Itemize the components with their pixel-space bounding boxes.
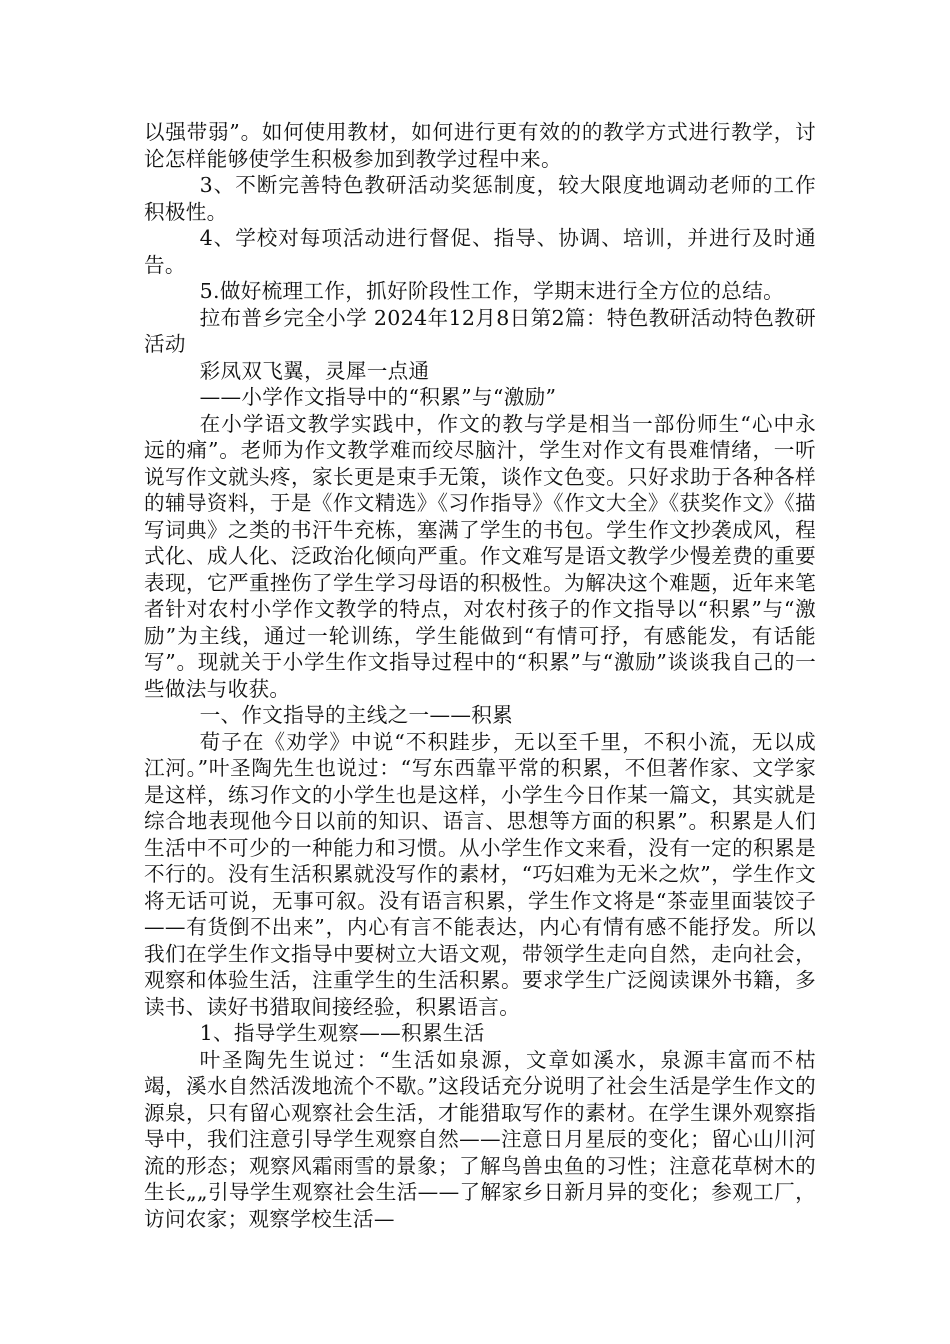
document-body xyxy=(144,119,816,1232)
paragraph-observation: 叶圣陶先生说过：“生活如泉源，文章如溪水，泉源丰富而不枯竭，溪水自然活泼地流个不歇。”这段话充分说明了社会生活是学生作文的源泉，只有留心观察社会生活，才能猎取写作的素材。在学生课外观察指导中，我们注意引导学生观察自然——注意日月星辰的变化；留心山川河流的形态；观察风霜雨雪的景象；了解鸟兽虫鱼的习性；注意花草树木的生长„„引导学生观察社会生活——了解家乡日新月异的变化；参观工厂，访问农家；观察学校生活— xyxy=(144,1047,816,1231)
paragraph-intro: 在小学语文教学实践中，作文的教与学是相当一部份师生“心中永远的痛”。老师为作文教学难而绞尽脑汁，学生对作文有畏难情绪，一听说写作文就头疼，家长更是束手无策，谈作文色变。只好求助于各种各样的辅导资料，于是《作文精选》《习作指导》《作文大全》《获奖作文》《描写词典》之类的书汗牛充栋，塞满了学生的书包。学生作文抄袭成风，程式化、成人化、泛政治化倾向严重。作文难写是语文教学少慢差费的重要表现，它严重挫伤了学生学习母语的积极性。为解决这个难题，近年来笔者针对农村小学作文教学的特点，对农村孩子的作文指导以“积累”与“激励”为主线，通过一轮训练，学生能做到“有情可抒，有感能发，有话能写”。现就关于小学生作文指导过程中的“积累”与“激励”谈谈我自己的一些做法与收获。 xyxy=(144,411,816,701)
paragraph-item-5: 5.做好梳理工作，抓好阶段性工作，学期末进行全方位的总结。 xyxy=(199,279,784,303)
paragraph-signature-and-section-title: 拉布普乡完全小学 2024年12月8日第2篇：特色教研活动特色教研活动 xyxy=(144,305,816,356)
section-heading-accumulation: 一、作文指导的主线之一——积累 xyxy=(199,703,514,727)
paragraph-item-4: 4、学校对每项活动进行督促、指导、协调、培训，并进行及时通告。 xyxy=(144,226,816,277)
subsection-heading-observation: 1、指导学生观察——积累生活 xyxy=(199,1021,485,1045)
paragraph-continuation: 以强带弱”。如何使用教材，如何进行更有效的的教学方式进行教学，讨论怎样能够使学生积极参加到教学过程中来。 xyxy=(144,120,816,171)
paragraph-item-3: 3、不断完善特色教研活动奖惩制度，较大限度地调动老师的工作积极性。 xyxy=(144,173,816,224)
paragraph-accumulation: 荀子在《劝学》中说“不积跬步，无以至千里，不积小流，无以成江河。”叶圣陶先生也说过：“写东西靠平常的积累，不但著作家、文学家是这样，练习作文的小学生也是这样，小学生今日作某一篇文，其实就是综合地表现他今日以前的知识、语言、思想等方面的积累”。积累是人们生活中不可少的一种能力和习惯。从小学生作文来看，没有一定的积累是不行的。没有生活积累就没写作的素材，“巧妇难为无米之炊”，学生作文将无话可说，无事可叙。没有语言积累，学生作文将是“茶壶里面装饺子——有货倒不出来”，内心有言不能表达，内心有情有感不能抒发。所以我们在学生作文指导中要树立大语文观，带领学生走向自然，走向社会，观察和体验生活，注重学生的生活积累。要求学生广泛阅读课外书籍，多读书、读好书猎取间接经验，积累语言。 xyxy=(144,729,816,1019)
article-title: 彩凤双飞翼，灵犀一点通 xyxy=(199,358,430,383)
article-subtitle: ——小学作文指导中的“积累”与“激励” xyxy=(199,385,557,409)
